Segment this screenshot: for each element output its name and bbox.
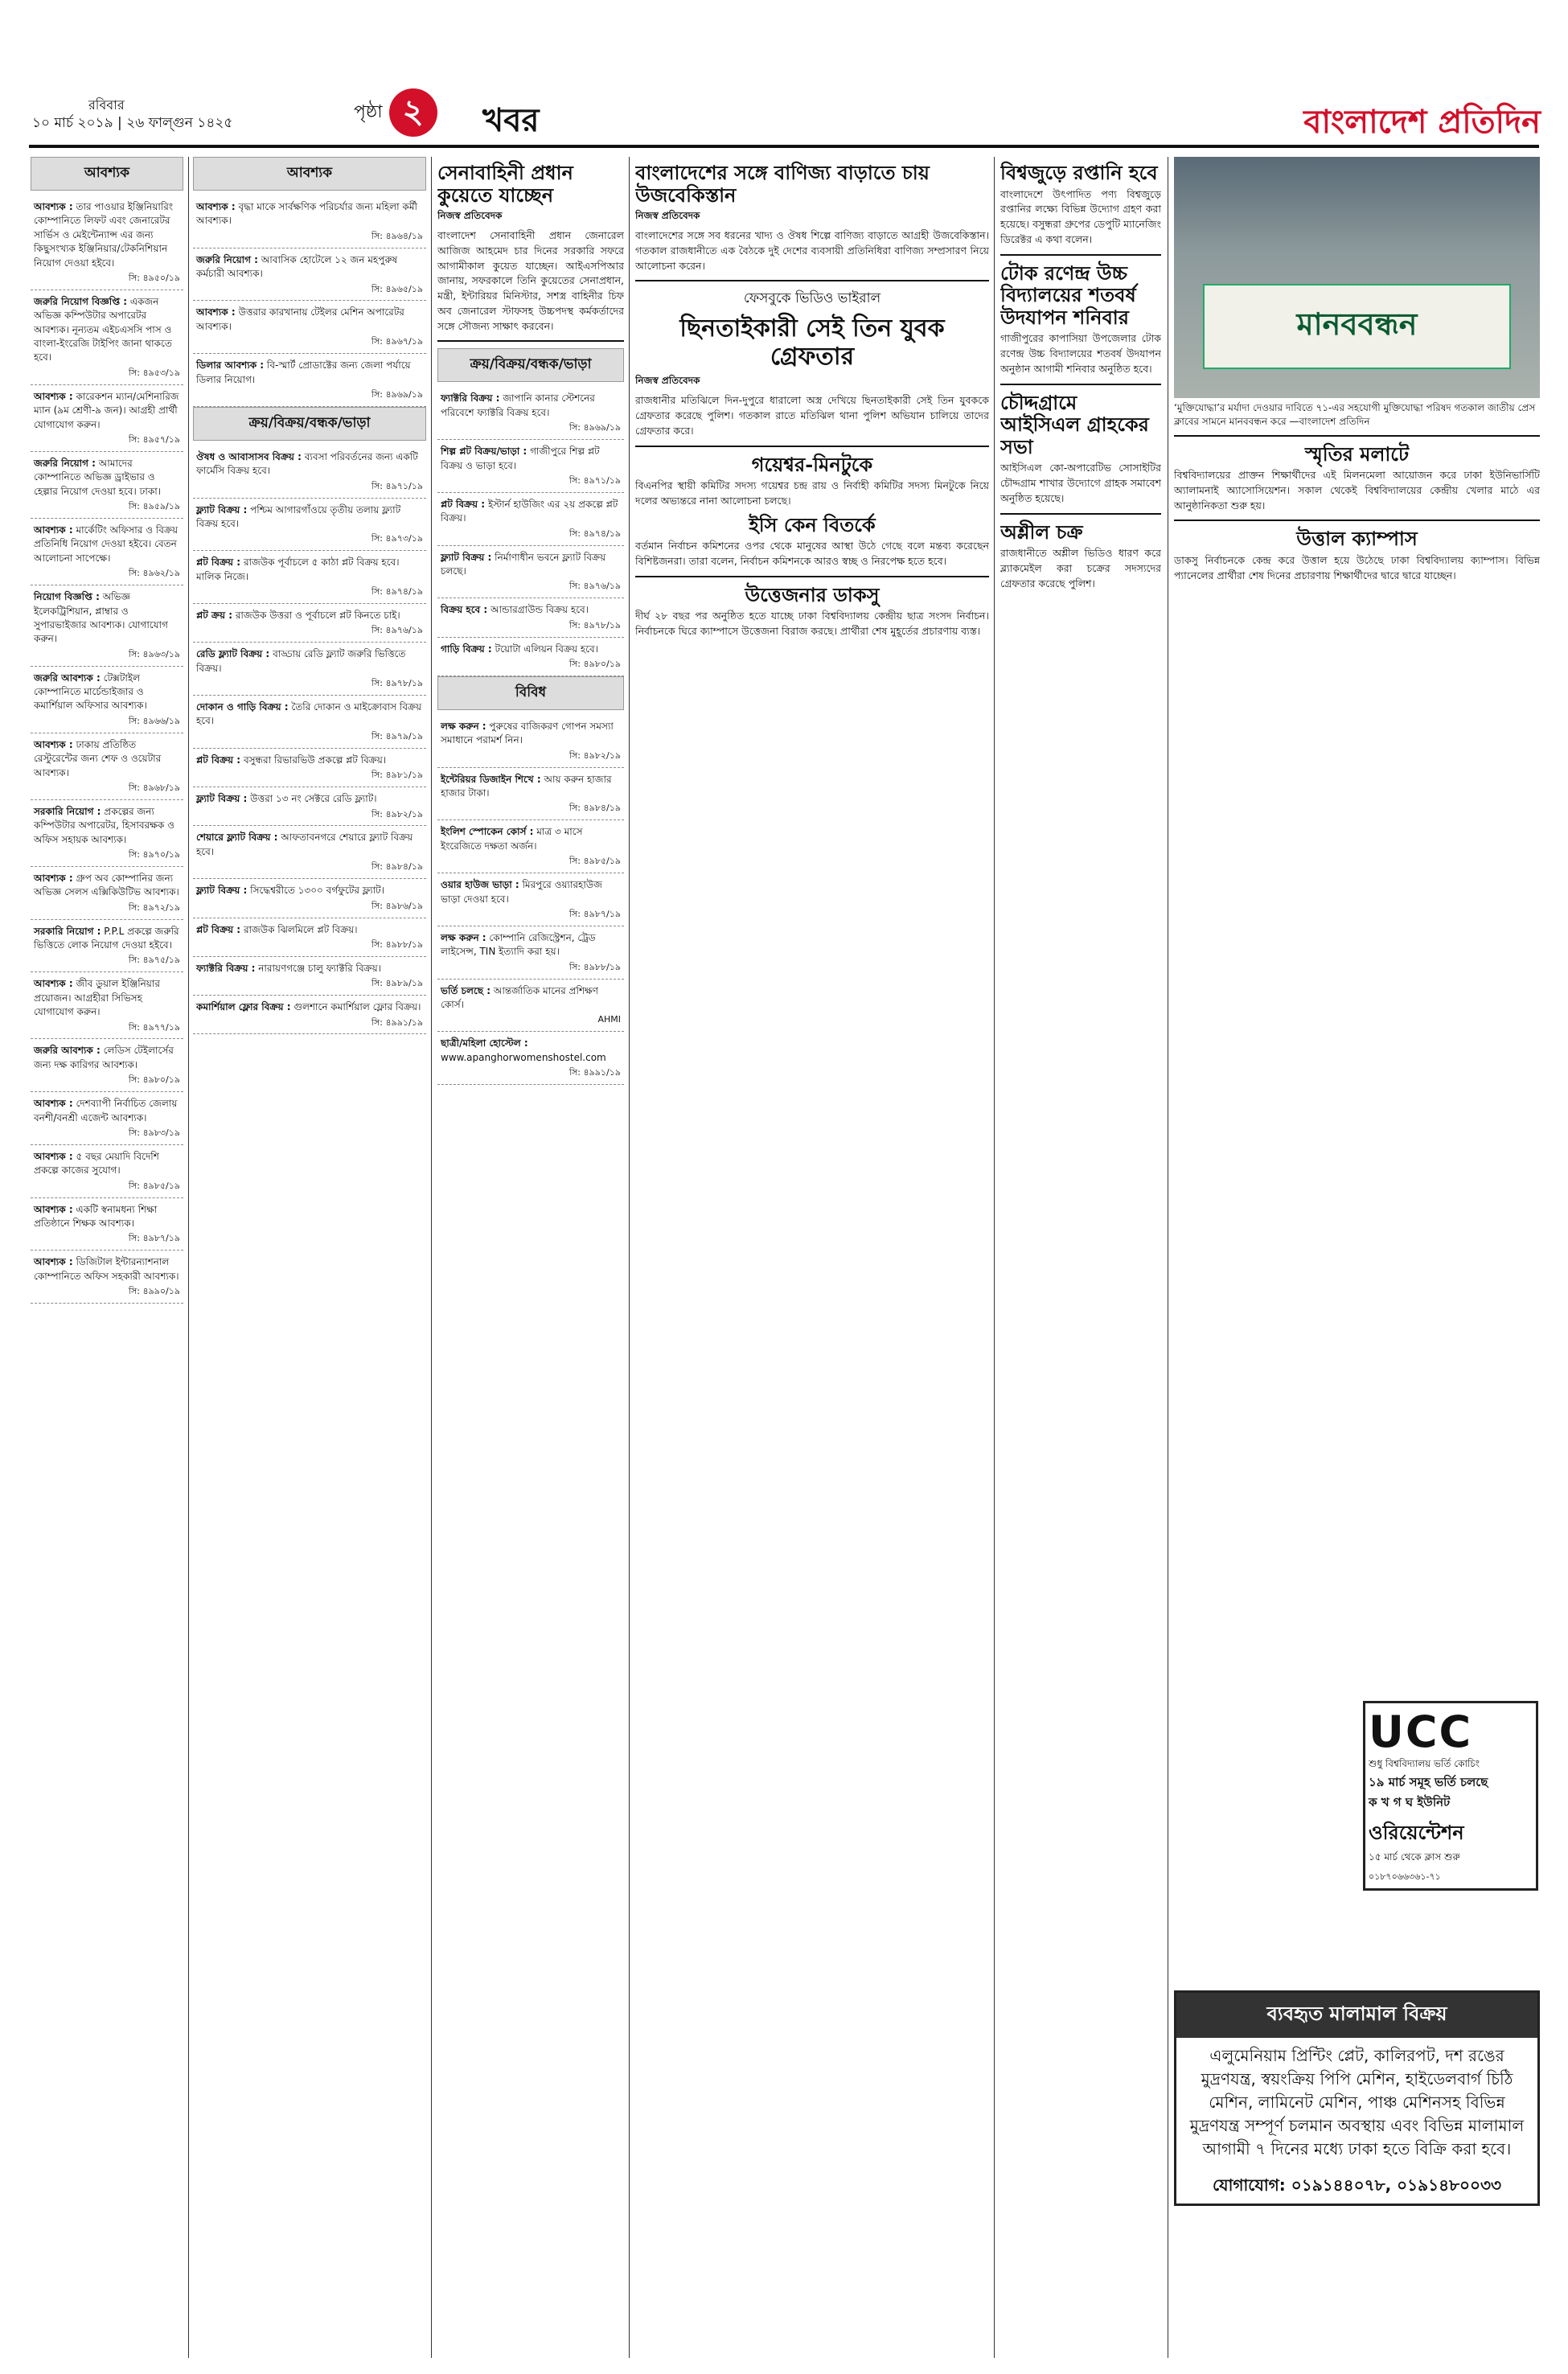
tong-article [1000, 262, 1161, 377]
classified-ad [193, 696, 426, 749]
ad-keyword: ইংলিশ স্পোকেন কোর্স : [441, 826, 534, 838]
classified-ad [31, 1198, 183, 1251]
ad-text: গ্রুপ অব কোম্পানির জন্য অভিজ্ঞ সেলস এক্সিকিউটিভ আবশ্যক। [34, 872, 179, 898]
ad-code: সি: ৪৯৯১/১৯ [371, 1017, 423, 1028]
classified-ad [437, 1032, 624, 1085]
ad-keyword: সরকারি নিয়োগ : [34, 925, 101, 937]
ad-text: আবাসিক হোটেলে ১২ জন মহপুরুষ কর্মচারী আবশ্যক। [196, 253, 398, 280]
ad-code: সি: ৪৯৯০/১৯ [128, 1286, 180, 1297]
ad-text: ব্যবসা পরিবর্তনের জন্য একটি ফার্মেসি বিক্রয় হবে। [196, 450, 418, 477]
ucc-logo: UCC [1369, 1707, 1473, 1757]
classifieds-head-1: আবশ্যক [31, 157, 183, 191]
classified-ad [193, 551, 426, 604]
ad-keyword: জরুরি নিয়োগ : [34, 457, 96, 469]
ad-code: সি: ৪৯৭৫/১৯ [128, 955, 180, 966]
column-3 [437, 157, 624, 2358]
divider [1174, 520, 1540, 521]
ad-code: সি: ৪৯৫০/১৯ [128, 272, 180, 283]
ad-keyword: ফ্যাক্টরি বিক্রয় : [441, 392, 500, 405]
classified-ad [31, 290, 183, 385]
ucc-line1: ১৯ মার্চ সমূহ ভর্তি চলছে [1369, 1775, 1488, 1789]
ad-code: সি: ৪৯৮০/১৯ [128, 1074, 180, 1086]
ad-code: সি: ৪৯৮৮/১৯ [569, 961, 621, 972]
ad-text: www.apanghorwomenshostel.com [441, 1051, 606, 1063]
export-body: বাংলাদেশে উৎপাদিত পণ্য বিশ্বজুড়ে রপ্তানির লক্ষ্যে বিভিন্ন উদ্যোগ গ্রহণ করা হয়েছে। বসুন্ধরা গ্রুপের ডেপুটি ম্যানেজিং ডিরেক্টর এ কথা বলেন। [1000, 187, 1161, 245]
classified-ad [31, 867, 183, 920]
classified-ad [31, 800, 183, 867]
ad-text: রাজউক ঝিলমিলে প্লট বিক্রয়। [243, 923, 358, 935]
ad-text: উত্তরা ১৩ নং সেক্টরে রেডি ফ্ল্যাট। [250, 793, 377, 805]
ad-keyword: আবশ্যক : [34, 738, 73, 750]
ad-text: সিদ্ধেশ্বরীতে ১৩০০ বর্গফুটের ফ্ল্যাট। [250, 885, 384, 897]
page-badge [354, 88, 466, 137]
column-divider [431, 157, 432, 2358]
ad-text: কারেকশন ম্যান/মেশিনারিজ ম্যান (৯ম শ্রেণী-৯ জন)। আগ্রহী প্রার্থী যোগাযোগ করুন। [34, 390, 179, 430]
chowdhury-body: আইসিএল কো-অপারেটিভ সোসাইটির চৌদ্দগ্রাম শাখার উদ্যোগে গ্রাহক সমাবেশ অনুষ্ঠিত হয়েছে। [1000, 462, 1161, 504]
ducsu-body: দীর্ঘ ২৮ বছর পর অনুষ্ঠিত হতে যাচ্ছে ঢাকা বিশ্ববিদ্যালয় কেন্দ্রীয় ছাত্র সংসদ নির্বাচন। নির্বাচনকে ঘিরে ক্যাম্পাসে উত্তেজনা বিরাজ করছে। প্রার্থীরা শেষ মুহূর্তের প্রচারণায় ব্যস্ত। [635, 610, 989, 638]
army-chief-headline: সেনাবাহিনী প্রধান কুয়েতে যাচ্ছেন [437, 161, 573, 207]
classifieds-list-2b [193, 446, 426, 1035]
classified-ad [437, 638, 624, 676]
ad-text: আন্ডারগ্রাউন্ড বিক্রয় হবে। [491, 604, 589, 616]
photo-caption: ‘মুক্তিযোদ্ধা’র মর্যাদা দেওয়ার দাবিতে ৭১-এর সহযোগী মুক্তিযোদ্ধা পরিষদ গতকাল জাতীয় প্রেস ক্লাবের সামনে মানববন্ধন করে —বাংলাদেশ প্রতিদিন [1174, 402, 1536, 427]
ad-keyword: জরুরি আবশ্যক : [34, 1045, 101, 1057]
export-headline: বিশ্বজুড়ে রপ্তানি হবে [1000, 161, 1158, 184]
ad-keyword: রেডি ফ্ল্যাট বিক্রয় : [196, 648, 270, 660]
ad-code: সি: ৪৯৫৩/১৯ [128, 367, 180, 378]
ad-text: আফতাবনগরে শেয়ারে ফ্ল্যাট বিক্রয় হবে। [196, 832, 413, 857]
classified-ad [437, 820, 624, 873]
column-divider [188, 157, 189, 2358]
ad-text: ৫ বছর মেয়াদি বিদেশি প্রকল্পে কাজের সুযোগ। [34, 1150, 159, 1177]
divider [635, 280, 989, 281]
classified-ad [31, 920, 183, 973]
ad-code: সি: ৪৯৬৯/১৯ [569, 422, 621, 433]
uzbek-article [635, 162, 989, 273]
classified-ad [193, 604, 426, 643]
classified-ad [437, 980, 624, 1033]
center-news [635, 157, 989, 2358]
photo-banner: মানববন্ধন [1203, 284, 1510, 369]
classified-ad [437, 768, 624, 821]
facebook-byline: নিজস্ব প্রতিবেদক [635, 375, 700, 387]
campus-headline: উত্তাল ক্যাম্পাস [1296, 527, 1418, 551]
tong-body: গাজীপুরের কাপাসিয়া উপজেলার টোক রণেন্দ্র উচ্চ বিদ্যালয়ের শতবর্ষ উদযাপন অনুষ্ঠান আগামী শনিবার অনুষ্ঠিত হবে। [1000, 332, 1161, 375]
divider [1000, 384, 1161, 385]
ad-keyword: ঔষধ ও আবাসাসব বিক্রয় : [196, 450, 302, 462]
ad-keyword: আবশ্যক : [196, 306, 236, 318]
ad-text: উত্তরার কারখানায় টেইলর মেশিন অপারেটর আবশ্যক। [196, 306, 404, 332]
ad-keyword: ফ্ল্যাট বিক্রয় : [196, 793, 248, 805]
ad-text: একটি স্বনামধন্য শিক্ষা প্রতিষ্ঠানে শিক্ষক আবশ্যক। [34, 1203, 158, 1230]
ad-text: ডিজিটাল ইন্টারন্যাশনাল কোম্পানিতে অফিস সহকারী আবশ্যক। [34, 1256, 179, 1282]
classified-ad [31, 519, 183, 585]
ad-text: প্রকল্পের জন্য কম্পিউটার অপারেটর, হিসাবরক্ষক ও অফিস সহায়ক আবশ্যক। [34, 805, 174, 845]
ad-code: সি: ৪৯৭৮/১৯ [569, 619, 621, 630]
ad-code: সি: ৪৯৭৬/১৯ [569, 581, 621, 592]
ad-keyword: আবশ্যক : [196, 201, 236, 212]
ad-keyword: প্লট বিক্রয় : [441, 498, 486, 510]
ec-article [635, 514, 989, 569]
cycle-article [1000, 521, 1161, 592]
classified-ad [437, 926, 624, 980]
ad-code: সি: ৪৯৮৫/১৯ [569, 856, 621, 867]
ad-text: অভিজ্ঞ ইলেকট্রিশিয়ান, প্লাম্বার ও সুপারভাইজার আবশ্যক। যোগাযোগ করুন। [34, 591, 168, 645]
page-label: পৃষ্ঠা [354, 101, 383, 122]
ducsu-article [635, 584, 989, 639]
ad-keyword: আবশ্যক : [34, 1203, 73, 1215]
misc-head: বিবিধ [437, 676, 624, 710]
ucc-phone: ০১৮৭০৬৬৩৬১-৭১ [1369, 1871, 1441, 1882]
ad-code: সি: ৪৯৬৫/১৯ [371, 283, 423, 294]
classified-ad [193, 957, 426, 996]
top-rule [29, 145, 1539, 148]
ad-keyword: আবশ্যক : [34, 201, 73, 212]
classified-ad [193, 248, 426, 302]
masthead [0, 0, 1568, 153]
ad-code: সি: ৪৯৮৭/১৯ [569, 908, 621, 919]
ad-code: সি: ৪৯৮০/১৯ [569, 659, 621, 670]
ad-keyword: দোকান ও গাড়ি বিক্রয় : [196, 701, 289, 713]
ad-text: বি-স্মার্ট প্রোডাক্টের জন্য জেলা পর্যায়ে ডিলার নিয়োগ। [196, 359, 411, 385]
ad-keyword: লক্ষ করুন : [441, 720, 486, 732]
side-news [1000, 157, 1161, 2358]
gaoshwar-headline: গয়েশ্বর-মিনটুকে [751, 452, 873, 476]
ad-code: সি: ৪৯৮২/১৯ [371, 808, 423, 819]
campus-article [1174, 528, 1540, 583]
ad-code: সি: ৪৯৭৯/১৯ [371, 730, 423, 741]
classified-ad [193, 826, 426, 879]
uzbek-body: বাংলাদেশের সঙ্গে সব ধরনের খাদ্য ও ঔষধ শিল্পে বাণিজ্য বাড়াতে আগ্রহী উজবেকিস্তান। গতকাল রাজধানীতে এক বৈঠকে দুই দেশের ব্যবসায়ী প্রতিনিধিরা বাণিজ্য সম্প্রসারণ নিয়ে আলোচনা করেন। [635, 229, 989, 272]
cycle-headline: অশ্লীল চক্র [1000, 520, 1083, 544]
ad-keyword: আবশ্যক : [34, 978, 73, 990]
ad-code: সি: ৪৯৬৯/১৯ [371, 388, 423, 400]
facebook-kicker: ফেসবুকে ভিডিও ভাইরাল [743, 290, 881, 307]
ad-code: সি: ৪৯৮১/১৯ [371, 770, 423, 781]
ad-code: সি: ৪৯৬৮/১৯ [128, 782, 180, 793]
ad-text: বাড্ডায় রেডি ফ্ল্যাট জরুরি ভিত্তিতে বিক্রয়। [196, 648, 406, 674]
ad-keyword: কমার্শিয়াল ফ্লোর বিক্রয় : [196, 1001, 291, 1013]
army-chief-body: বাংলাদেশ সেনাবাহিনী প্রধান জেনারেল আজিজ আহমেদ চার দিনের সরকারি সফরে আগামীকাল কুয়েত যাচ্ছেন। আইএসপিআর জানায়, সফরকালে তিনি কুয়েতের সেনাপ্রধান, মন্ত্রী, ইন্টারিয়র মিনিস্টার, সশস্ত্র বাহিনীর চিফ অব জেনারেল স্টাফসহ উচ্চপদস্থ কর্মকর্তাদের সঙ্গে সৌজন্য সাক্ষাৎ করবেন। [437, 229, 624, 332]
ad-keyword: ইন্টেরিয়র ডিজাইন শিখে : [441, 773, 541, 785]
gaoshwar-body: বিএনপির স্থায়ী কমিটির সদস্য গয়েশ্বর চন্দ্র রায় ও নির্বাহী কমিটির সদস্য মিনটুকে নিয়ে দলের অভ্যন্তরে নানা আলোচনা চলছে। [635, 479, 989, 507]
army-chief-byline: নিজস্ব প্রতিবেদক [437, 210, 503, 222]
ad-keyword: শেয়ারে ফ্ল্যাট বিক্রয় : [196, 832, 278, 844]
ad-code: সি: ৪৯৭৩/১৯ [371, 533, 423, 544]
classified-ad [31, 452, 183, 519]
army-chief-article [437, 162, 624, 334]
ad-code: সি: ৪৯৮৪/১৯ [371, 861, 423, 873]
ad-keyword: লক্ষ করুন : [441, 931, 486, 943]
ad-code: সি: ৪৯৮৫/১৯ [128, 1180, 180, 1191]
cycle-body: রাজধানীতে অশ্লীল ভিডিও ধারণ করে ব্ল্যাকমেইল করা চক্রের সদস্যদের গ্রেফতার করেছে পুলিশ। [1000, 547, 1161, 589]
ad-keyword: ফ্যাক্টরি বিক্রয় : [196, 962, 256, 974]
ad-keyword: ডিলার আবশ্যক : [196, 359, 265, 372]
ad-code: সি: ৪৯৭৪/১৯ [569, 528, 621, 539]
classified-ad [193, 446, 426, 499]
ad-text: ইস্টার্ন হাউজিং এর ২য় প্রকল্পে প্লট বিক্রয়। [441, 498, 618, 524]
ad-keyword: প্লট বিক্রয় : [196, 754, 241, 766]
facebook-article [635, 288, 989, 438]
ad-text: মার্কেটিং অফিসার ও বিক্রয় প্রতিনিধি নিয়োগ দেওয়া হইবে। বেতন আলোচনা সাপেক্ষে। [34, 524, 179, 564]
chowdhury-headline: চৌদ্দগ্রামে আইসিএল গ্রাহকের সভা [1000, 390, 1149, 458]
ad-text: কোম্পানি রেজিস্ট্রেশন, ট্রেড লাইসেন্স, TIN ইত্যাদি করা হয়। [441, 931, 596, 958]
ad-keyword: শিল্প প্লট বিক্রয়/ভাড়া : [441, 446, 527, 458]
sale-body: এলুমেনিয়াম প্রিন্টিং প্লেট, কালিরপট, দশ রঙের মুদ্রণযন্ত্র, স্বয়ংক্রিয় পিপি মেশিন, হাইডেলবার্গ চিঠি মেশিন, লামিনেট মেশিন, পাঞ্চ মেশিনসহ বিভিন্ন মুদ্রণযন্ত্র সম্পূর্ণ চলমান অবস্থায় এবং বিভিন্ন মালামাল আগামী ৭ দিনের মধ্যে ঢাকা হতে বিক্রি করা হবে। [1189, 2046, 1525, 2158]
ad-keyword: জরুরি নিয়োগ বিজ্ঞপ্তি : [34, 295, 128, 307]
ad-code: সি: ৪৯৭১/১৯ [371, 480, 423, 491]
ducsu-headline: উত্তেজনার ডাকসু [745, 582, 880, 606]
ad-text: পশ্চিম আগারগাঁওয়ে তৃতীয় তলায় ফ্ল্যাট বিক্রয় হবে। [196, 503, 401, 529]
ad-keyword: ফ্ল্যাট বিক্রয় : [441, 551, 492, 563]
ucc-line2: ক খ গ ঘ ইউনিট [1369, 1795, 1451, 1809]
memorial-headline: স্মৃতির মলাটে [1304, 442, 1410, 466]
campus-body: ডাকসু নির্বাচনকে কেন্দ্র করে উত্তাল হয়ে উঠেছে ঢাকা বিশ্ববিদ্যালয় ক্যাম্পাস। বিভিন্ন প্যানেলের প্রার্থীরা শেষ দিনের প্রচারণায় শিক্ষার্থীদের দ্বারে দ্বারে যাচ্ছেন। [1174, 554, 1540, 581]
ad-code: সি: ৪৯৮৭/১৯ [128, 1233, 180, 1244]
ad-keyword: জরুরি নিয়োগ : [196, 253, 258, 265]
ad-keyword: বিক্রয় হবে : [441, 604, 488, 616]
ad-text: আমাদের কোম্পানিতে অভিজ্ঞ ড্রাইভার ও হেল্পার নিয়োগ দেওয়া হবে। ঢাকা। [34, 457, 161, 497]
ucc-tag: শুধু বিশ্ববিদ্যালয় ভর্তি কোচিং [1369, 1758, 1480, 1769]
classified-ad [193, 354, 426, 407]
memorial-body: বিশ্ববিদ্যালয়ের প্রাক্তন শিক্ষার্থীদের এই মিলনমেলা আয়োজন করে ঢাকা ইউনিভার্সিটি অ্যালামনাই অ্যাসোসিয়েশন। সকাল থেকেই বিশ্ববিদ্যালয়ের কেন্দ্রীয় খেলার মাঠে এর আনুষ্ঠানিকতা শুরু হয়। [1174, 469, 1540, 511]
ad-text: দেশব্যাপী নির্বাচিত জেলায় বনশী/বনশ্রী এজেন্ট আবশ্যক। [34, 1098, 178, 1123]
issue-date: ১০ মার্চ ২০১৯ | ২৬ ফাল্গুন ১৪২৫ [32, 115, 233, 131]
ad-keyword: প্লট বিক্রয় : [196, 557, 241, 569]
classified-ad [193, 787, 426, 826]
ec-headline: ইসি কেন বিতর্কে [749, 512, 876, 536]
classifieds-head-2b: ক্রয়/বিক্রয়/বন্ধক/ভাড়া [193, 407, 426, 441]
classified-ad [31, 1145, 183, 1198]
ucc-note: ১৫ মার্চ থেকে ক্লাস শুরু [1369, 1851, 1460, 1863]
ad-keyword: আবশ্যক : [34, 524, 73, 536]
misc-list [437, 715, 624, 1085]
ad-text: তার পাওয়ার ইঞ্জিনিয়ারিং কোম্পানিতে লিফট এবং জেনারেটর সার্ভিস ও মেইন্টেন্যান্স এর জন্য কিছুসংখ্যক ইঞ্জিনিয়ার/টেকনিশিয়ান নিয়োগ দেওয়া হইবে। [34, 201, 174, 269]
classified-ad [193, 301, 426, 354]
classified-ad [437, 546, 624, 599]
ad-keyword: নিয়োগ বিজ্ঞপ্তি : [34, 591, 100, 603]
divider [437, 340, 624, 342]
ad-text: আয় করুন হাজার হাজার টাকা। [441, 773, 612, 799]
classified-ad [437, 387, 624, 440]
human-chain-photo [1174, 157, 1540, 398]
ad-code: সি: ৪৯৬২/১৯ [128, 568, 180, 579]
sale-ad [1174, 1990, 1540, 2206]
classified-ad [31, 667, 183, 733]
ad-text: টেক্সটাইল কোম্পানিতে মার্চেন্ডাইজার ও কমার্শিয়াল অফিসার আবশ্যক। [34, 672, 147, 712]
ad-code: সি: ৪৯৫৯/১৯ [128, 501, 180, 512]
ad-text: ঢাকায় প্রতিষ্ঠিত রেস্টুরেন্টের জন্য শেফ ও ওয়েটার আবশ্যক। [34, 738, 162, 778]
ad-text: P.P.L প্রকল্পে জরুরি ভিত্তিতে লোক নিয়োগ দেওয়া হইবে। [34, 925, 179, 951]
ucc-box [1363, 1701, 1538, 1891]
ad-keyword: আবশ্যক : [34, 390, 73, 402]
ad-keyword: ওয়ার হাউজ ভাড়া : [441, 879, 519, 891]
ad-text: রাজউক উত্তরা ও পূর্বাচলে প্লট কিনতে চাই। [235, 610, 400, 622]
classified-ad [193, 749, 426, 787]
right-column [1174, 157, 1540, 2358]
section-title: খবর [482, 102, 540, 139]
sale-head: ব্যবহৃত মালামাল বিক্রয় [1176, 1993, 1537, 2038]
ad-keyword: ফ্ল্যাট বিক্রয় : [196, 885, 248, 897]
mid-classifieds-head: ক্রয়/বিক্রয়/বন্ধক/ভাড়া [437, 348, 624, 382]
uzbek-byline: নিজস্ব প্রতিবেদক [635, 210, 700, 222]
classified-ad [31, 1251, 183, 1304]
ad-text: গাজীপুরে শিল্প প্লট বিক্রয় ও ভাড়া হবে। [441, 446, 600, 471]
classified-ad [437, 873, 624, 926]
ad-code: সি: ৪৯৯১/১৯ [569, 1067, 621, 1078]
classified-ad [193, 996, 426, 1034]
ad-code: সি: ৪৯৮৮/১৯ [371, 939, 423, 950]
uzbek-headline: বাংলাদেশের সঙ্গে বাণিজ্য বাড়াতে চায় উজবেকিস্তান [635, 161, 930, 207]
classified-ad [193, 499, 426, 552]
ad-keyword: জরুরি আবশ্যক : [34, 672, 101, 684]
divider [635, 576, 989, 577]
ad-code: সি: ৪৯৭৪/১৯ [371, 586, 423, 598]
ad-text: পুরুষের বাজিকরণ গোপন সমস্যা সমাধানে পরামর্শ নিন। [441, 720, 614, 746]
tong-headline: টোক রণেন্দ্র উচ্চ বিদ্যালয়ের শতবর্ষ উদযাপন শনিবার [1000, 261, 1136, 329]
divider [1174, 435, 1540, 437]
ad-text: টয়োটা এলিয়ন বিক্রয় হবে। [495, 643, 598, 655]
ad-text: মিরপুরে ওয়্যারহাউজ ভাড়া দেওয়া হবে। [441, 879, 602, 905]
ad-text: তৈরি দোকান ও মাইক্রোবাস বিক্রয় হবে। [196, 701, 422, 727]
gaoshwar-article [635, 454, 989, 509]
ad-code: সি: ৪৯৫৭/১৯ [128, 433, 180, 445]
ad-text: একজন অভিজ্ঞ কম্পিউটার অপারেটর আবশ্যক। নূন্যতম এইচএসসি পাস ও বাংলা-ইংরেজি টাইপিং জানা থাকতে হবে। [34, 295, 172, 363]
mid-classifieds-list [437, 387, 624, 676]
ad-text: মাত্র ৩ মাসে ইংরেজিতে দক্ষতা অর্জন। [441, 826, 583, 852]
classifieds-head-2: আবশ্যক [193, 157, 426, 191]
classified-ad [31, 585, 183, 667]
ad-code: সি: ৪৯৭২/১৯ [128, 902, 180, 913]
ad-keyword: গাড়ি বিক্রয় : [441, 643, 492, 655]
classified-ad [193, 643, 426, 696]
classifieds-list-2 [193, 195, 426, 407]
ad-text: বৃদ্ধা মাকে সার্বক্ষণিক পরিচর্যার জন্য মহিলা কর্মী আবশ্যক। [196, 201, 417, 227]
facebook-body: রাজধানীর মতিঝিলে দিন-দুপুরে ধারালো অস্ত্র দেখিয়ে ছিনতাইকারী সেই তিন যুবককে গ্রেফতার করেছে পুলিশ। গতকাল রাতে মতিঝিল থানা পুলিশ অভিযান চালিয়ে তাদের গ্রেফতার করে। [635, 394, 989, 437]
classifieds-list-1 [31, 195, 183, 1304]
page-number: ২ [389, 88, 437, 137]
classified-ad [193, 195, 426, 248]
classified-ad [31, 385, 183, 452]
ad-text: জাপানি কানার স্টেশনের পরিবেশে ফ্যাক্টরি বিক্রয় হবে। [441, 392, 595, 418]
classified-ad [437, 598, 624, 637]
column-divider [629, 157, 630, 2358]
ad-code: সি: ৪৯৭৭/১৯ [128, 1021, 180, 1033]
ad-keyword: প্লট বিক্রয় : [196, 923, 241, 935]
classifieds-column-1 [31, 157, 183, 2358]
classifieds-column-2 [193, 157, 426, 2358]
classified-ad [437, 715, 624, 768]
classified-ad [31, 972, 183, 1039]
ad-code: সি: ৪৯৬৬/১৯ [128, 715, 180, 726]
ad-code: সি: ৪৯৮৩/১৯ [128, 1127, 180, 1138]
ad-code: সি: ৪৯৮৪/১৯ [569, 803, 621, 814]
issue-day: রবিবার [88, 97, 125, 113]
ad-code: সি: ৪৯৭৬/১৯ [371, 625, 423, 636]
ad-code: সি: ৪৯৬৭/১৯ [371, 336, 423, 347]
ad-code: সি: ৪৯৭০/১৯ [128, 849, 180, 860]
ad-text: লেডিস টেইলার্সের জন্য দক্ষ কারিগর আবশ্যক। [34, 1045, 174, 1070]
divider [1000, 513, 1161, 515]
column-divider [994, 157, 995, 2358]
ad-keyword: ছাত্রী/মহিলা হোস্টেল : [441, 1037, 528, 1049]
ad-code: সি: ৪৯৬৪/১৯ [371, 230, 423, 241]
ad-code: সি: ৪৯৮২/১৯ [569, 750, 621, 761]
ad-keyword: সরকারি নিয়োগ : [34, 805, 101, 817]
ad-text: নারায়ণগঞ্জে চালু ফ্যাক্টরি বিক্রয়। [258, 962, 382, 974]
ad-keyword: প্লট ক্রয় : [196, 610, 232, 622]
ad-text: নির্মাণাধীন ভবনে ফ্ল্যাট বিক্রয় চলছে। [441, 551, 606, 577]
memorial-article [1174, 443, 1540, 514]
chowdhury-article [1000, 392, 1161, 507]
classified-ad [437, 493, 624, 546]
ad-code: AHMI [597, 1014, 621, 1025]
ad-keyword: আবশ্যক : [34, 1256, 73, 1268]
newspaper-brand: বাংলাদেশ প্রতিদিন [1303, 104, 1541, 141]
classified-ad [193, 918, 426, 957]
classified-ad [31, 195, 183, 290]
ad-keyword: আবশ্যক : [34, 1150, 73, 1162]
ad-code: সি: ৪৯৮৬/১৯ [371, 900, 423, 911]
ad-keyword: আবশ্যক : [34, 872, 73, 884]
ucc-orientation: ওরিয়েন্টেশন [1369, 1822, 1464, 1844]
ucc-ad [1363, 1701, 1538, 1891]
classified-ad [437, 440, 624, 493]
classified-ad [31, 733, 183, 800]
ad-text: রাজউক পূর্বাচলে ৫ কাঠা প্লট বিক্রয় হবে। মালিক নিজে। [196, 557, 400, 582]
ad-code: সি: ৪৯৭৮/১৯ [371, 678, 423, 689]
sale-contact: যোগাযোগ: ০১৯১৪৪০৭৮, ০১৯১৪৮০০৩৩ [1212, 2175, 1502, 2195]
ad-keyword: আবশ্যক : [34, 1098, 73, 1110]
divider [1000, 254, 1161, 256]
ad-text: বসুন্ধরা রিভারভিউ প্রকল্পে প্লট বিক্রয়। [243, 754, 387, 766]
classified-ad [31, 1039, 183, 1092]
ad-keyword: ভর্তি চলছে : [441, 984, 491, 996]
ad-text: গুলশানে কমার্শিয়াল ফ্লোর বিক্রয়। [293, 1001, 421, 1013]
ec-body: বর্তমান নির্বাচন কমিশনের ওপর থেকে মানুষের আস্থা উঠে গেছে বলে মন্তব্য করেছেন বিশিষ্টজনরা। তারা বলেন, নির্বাচন কমিশনকে আরও স্বচ্ছ ও নিরপেক্ষ হতে হবে। [635, 540, 989, 568]
ad-code: সি: ৪৯৭১/১৯ [569, 474, 621, 486]
ad-keyword: ফ্ল্যাট বিক্রয় : [196, 503, 248, 515]
classified-ad [193, 879, 426, 918]
facebook-headline: ছিনতাইকারী সেই তিন যুবক গ্রেফতার [679, 314, 945, 371]
divider [635, 446, 989, 447]
export-article [1000, 162, 1161, 248]
ad-code: সি: ৪৯৮৯/১৯ [371, 978, 423, 989]
ad-text: জীব ডুয়াল ইঞ্জিনিয়ার প্রয়োজন। আগ্রহীরা সিভিসহ যোগাযোগ করুন। [34, 978, 160, 1018]
ad-text: আন্তর্জাতিক মানের প্রশিক্ষণ কোর্স। [441, 984, 599, 1010]
classified-ad [31, 1092, 183, 1145]
ad-code: সি: ৪৯৬৩/১৯ [128, 648, 180, 659]
